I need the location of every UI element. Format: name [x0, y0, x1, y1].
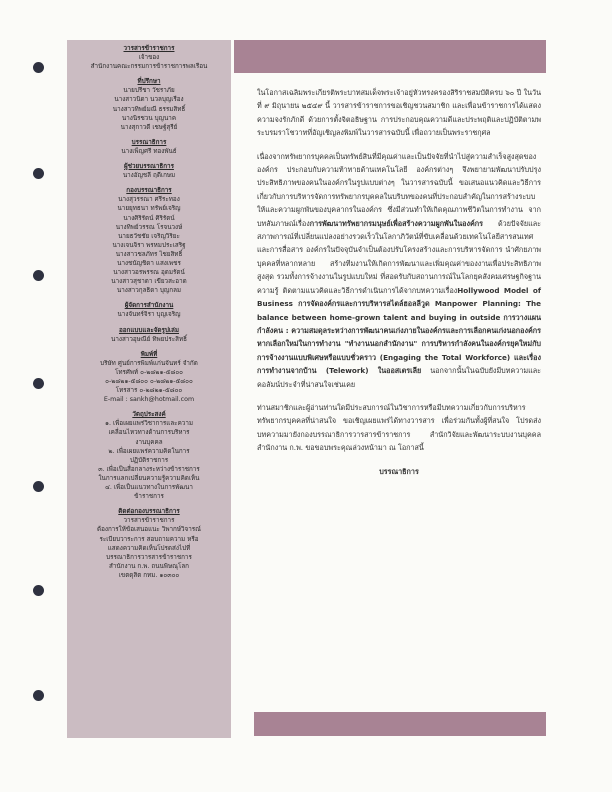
article-titles-hollywood-manpower-telework: Hollywood Model of Business การจัดองค์กรและการบริหารสไตล์ฮอลลีวูด Manpower Planning: The balance between home-grown talent and buying in outside การวางแผนกำลังคน : ความสมดุลระหว่างการพัฒนาคนเก่งภายในองค์กรและการเลือกคนเก่งนอกองค์กร หากเลือกใหม่ในการทำงาน "ทำงานนอกสำนักงาน" การบริหารกำลังคนในองค์กรยุคใหม่กับการจ้างงานแบบพิเศษหรือแบบชั่วคราว (Engaging the Total Workforce) และเรื่องการทำงานจากบ้าน (Telework) ในออสเตรเลีย: [257, 285, 541, 376]
masthead-line: ๑. เพื่อเผยแพร่วิชาการและความ: [104, 420, 194, 428]
binder-hole: [33, 585, 44, 596]
masthead-line: บรรณาธิการวารสารข้าราชการ: [106, 553, 192, 561]
masthead-editorial-board: [67, 186, 231, 295]
masthead-line: นางศิริรัตน์ ศิริรัตน์: [123, 214, 175, 222]
editorial-text: นอกจากนั้นในฉบับยังมีบทความและคอลัมน์ประจำที่น่าสนใจเช่นเคย: [257, 366, 541, 389]
masthead-editor: [67, 138, 231, 156]
masthead-office-manager: [67, 301, 231, 319]
masthead-line: แสดงความคิดเห็นโปรดส่งไปที่: [107, 544, 191, 552]
editorial-paragraph-intro: ในโอกาสเฉลิมพระเกียรติพระบาทสมเด็จพระเจ้าอยู่หัวทรงครองสิริราชสมบัติครบ ๖๐ ปี ในวันที่ ๙ มิถุนายน ๒๕๔๙ นี้ วารสารข้าราชการขอเชิญชวนสมาชิก และเพื่อนข้าราชการได้แสดงความจงรักภักดี ด้วยการตั้งจิตอธิษฐาน การประกอบคุณความดีและประพฤติและปฏิบัติตามพระบรมราโชวาทที่อัญเชิญลงพิมพ์ในวารสารฉบับนี้ เพื่อถวายเป็นพระราชกุศล: [257, 88, 541, 138]
editor-signature: บรรณาธิการ: [379, 466, 419, 476]
masthead-line: นายปรีชา วัชราภัย: [123, 87, 175, 95]
masthead-line: นางสาวอรพรรณ อุดมรัตน์: [113, 269, 185, 277]
masthead-line: สำนักงาน ก.พ. ถนนพิษณุโลก: [109, 562, 189, 570]
binder-hole: [33, 270, 44, 281]
masthead-line: วารสารข้าราชการ: [123, 517, 175, 525]
binder-hole: [33, 481, 44, 492]
masthead-line: ๒. เพื่อเผยแพร่ความคิดในการ: [108, 447, 190, 455]
masthead-line: นางเจนจิรา พรหมประเสริฐ: [112, 241, 186, 249]
editorial-text: เนื่องจากทรัพยากรบุคคลเป็นทรัพย์สินที่มีคุณค่าและเป็นปัจจัยที่นำไปสู่ความสำเร็จสูงสุดขององค์กร ประกอบกับความท้าทายด้านเทคโนโลยี องค์กรต่างๆ จึงพยายามพัฒนาปรับปรุงประสิทธิภาพของคนในองค์กรในรูปแบบต่างๆ ในวารสารฉบับนี้ ขอเสนอแนวคิดและวิธีการเกี่ยวกับการบริหารจัดการทรัพยากรบุคคลในบริบทของคนที่ประกอบสำคัญในการสร้างระบบให้และความผูกพันของบุคลากรในองค์กร ซึ่งมีส่วนทำให้เกิดคุณภาพชีวิตในการทำงาน จากบทสัมภาษณ์เรื่อง: [257, 151, 541, 228]
masthead-line: นางจันทร์จิรา บุญเจริญ: [117, 311, 181, 319]
masthead-line: นางสุกาวดี เชษฐ์สุรีย์: [120, 123, 178, 131]
masthead-line: นางชนัญชิดา แสงเพชร: [117, 259, 181, 267]
binder-hole: [33, 690, 44, 701]
editorial-body: [257, 86, 541, 478]
masthead-line: ระเบียบวาระการ สอบถามความ หรือ: [99, 535, 199, 543]
masthead-line: นางสาวนิดา นวลบุญเรือง: [114, 96, 184, 104]
masthead-line: โทรสาร ๐-๒๘๒๑-๕๘๐๐: [115, 387, 183, 395]
masthead-line: ในการแลกเปลี่ยนความรู้ความคิดเห็น: [98, 474, 200, 482]
masthead-line: นายยุทธนา ทรัพย์เจริญ: [117, 205, 181, 213]
masthead-owner: [67, 44, 231, 71]
footer-color-bar: [254, 712, 546, 736]
binder-hole: [33, 62, 44, 73]
masthead-line: นางสาวกุลธิดา บุญกลม: [116, 287, 182, 295]
masthead-line: ข้าราชการ: [134, 493, 164, 501]
masthead-line: นางสาวทิพย์มณี ธรรมสิทธิ์: [112, 105, 186, 113]
masthead-line: ต้องการให้ข้อเสนอแนะ วิพากษ์วิจารณ์: [97, 526, 201, 534]
masthead-line: เขตดุสิต กทม. ๑๐๓๐๐: [118, 571, 180, 579]
masthead-line: นางทิพย์วรรณ โรจนวงษ์: [115, 223, 183, 231]
masthead-printer: [67, 350, 231, 405]
masthead-line: เคลื่อนไหวทางด้านการบริหาร: [108, 429, 190, 437]
masthead-heading: ออกแบบและจัดรูปเล่ม: [118, 326, 180, 334]
masthead-line: นางสาวสุชาดา เขียวสะอาด: [111, 278, 187, 286]
masthead-heading: ผู้จัดการสำนักงาน: [124, 302, 174, 310]
masthead-objectives: [67, 410, 231, 501]
binder-hole: [33, 378, 44, 389]
masthead-line: นางสุวรรณา ศรีระทอง: [118, 196, 180, 204]
editorial-paragraph-invitation: ท่านสมาชิกและผู้อ่านท่านใดมีประสบการณ์ในวิชาการหรือมีบทความเกี่ยวกับการบริหารทรัพยากรบุคคลที่น่าสนใจ ขอเชิญเผยแพร่ได้ทางวารสาร เพื่อร่วมกันทั้งผู้ที่สนใจ โปรดส่งบทความมายังกองบรรณาธิการวารสารข้าราชการ สำนักวิจัยและพัฒนาระบบงานบุคคล สำนักงาน ก.พ. ขอขอบพระคุณล่วงหน้ามา ณ โอกาสนี้: [257, 402, 541, 453]
masthead-line: สำนักงานคณะกรรมการข้าราชการพลเรือน: [90, 63, 208, 71]
masthead-heading: ที่ปรึกษา: [137, 78, 161, 86]
masthead-contact: [67, 507, 231, 580]
masthead-assistant-editor: [67, 162, 231, 180]
masthead-heading: วารสารข้าราชการ: [123, 45, 175, 52]
masthead-line: นางอัญชลี ฤดีเกษม: [122, 172, 176, 180]
editorial-text: ด้วยปัจจัยและสภาพการณ์ที่เปลี่ยนแปลงอย่างรวดเร็วในโลกาภิวัตน์ที่ขับเคลื่อนด้วยเทคโนโลยีสารสนเทศและการสื่อสาร องค์กรในปัจจุบันจำเป็นต้องปรับโครงสร้างและการบริหารจัดการ นำศักยภาพบุคคลที่หลากหลาย สร้างทีมงานให้เกิดการพัฒนาและเพิ่มคุณค่าของงานเพื่อประสิทธิภาพสูงสุด รวมทั้งการจ้างงานในรูปแบบใหม่ ที่สอดรับกับสถานการณ์ในโลกยุคสังคมเศรษฐกิจฐานความรู้ ติดตามแนวคิดและวิธีการดำเนินการได้จากบทความเรื่อง: [257, 218, 541, 295]
masthead-line: นายธวัชชัย เจริญวิริยะ: [118, 232, 180, 240]
masthead-line: บริษัท ศูนย์การพิมพ์แก่นจันทร์ จำกัด: [100, 359, 198, 367]
masthead-advisors: [67, 77, 231, 132]
masthead-heading: ผู้ช่วยบรรณาธิการ: [124, 163, 174, 171]
masthead-line: นางนิรชวน บุญนาค: [121, 114, 177, 122]
masthead-line: ๐-๒๘๒๑-๕๘๐๐ ๐-๒๘๒๑-๕๘๐๐: [105, 378, 193, 385]
masthead-heading: กองบรรณาธิการ: [126, 187, 172, 195]
masthead-line: เจ้าของ: [138, 54, 160, 62]
binder-hole: [33, 168, 44, 179]
masthead-design: [67, 326, 231, 344]
editorial-paragraph-contents: [257, 150, 541, 391]
masthead-line: นางสาวชลภัทร ไชยสิทธิ์: [115, 250, 183, 258]
masthead-email: E-mail : sankh@hotmail.com: [103, 396, 195, 404]
masthead-heading: วัตถุประสงค์: [132, 411, 166, 419]
masthead-heading: พิมพ์ที่: [140, 350, 158, 358]
masthead-line: งานบุคคล: [135, 438, 163, 446]
masthead-sidebar: [67, 40, 231, 738]
masthead-line: ๔. เพื่อเป็นแนวทางในการพัฒนา: [105, 484, 193, 492]
masthead-line: นางสาวอุษณีย์ ทิพยประสิทธิ์: [111, 335, 187, 343]
article-title-hr-development: การพัฒนาทรัพยากรมนุษย์เพื่อสร้างความผูกพันในองค์กร: [309, 218, 483, 228]
header-color-bar: [234, 40, 546, 73]
masthead-heading: ติดต่อกองบรรณาธิการ: [118, 508, 180, 516]
masthead-line: ๓. เพื่อเป็นสื่อกลางระหว่างข้าราชการ: [98, 465, 200, 473]
masthead-line: ปฏิบัติราชการ: [129, 456, 169, 464]
masthead-line: นางเพ็ญศรี ทองพันธ์: [121, 147, 177, 155]
masthead-heading: บรรณาธิการ: [131, 138, 167, 146]
masthead-line: โทรศัพท์ ๐-๒๘๒๑-๕๘๐๐: [114, 368, 184, 376]
